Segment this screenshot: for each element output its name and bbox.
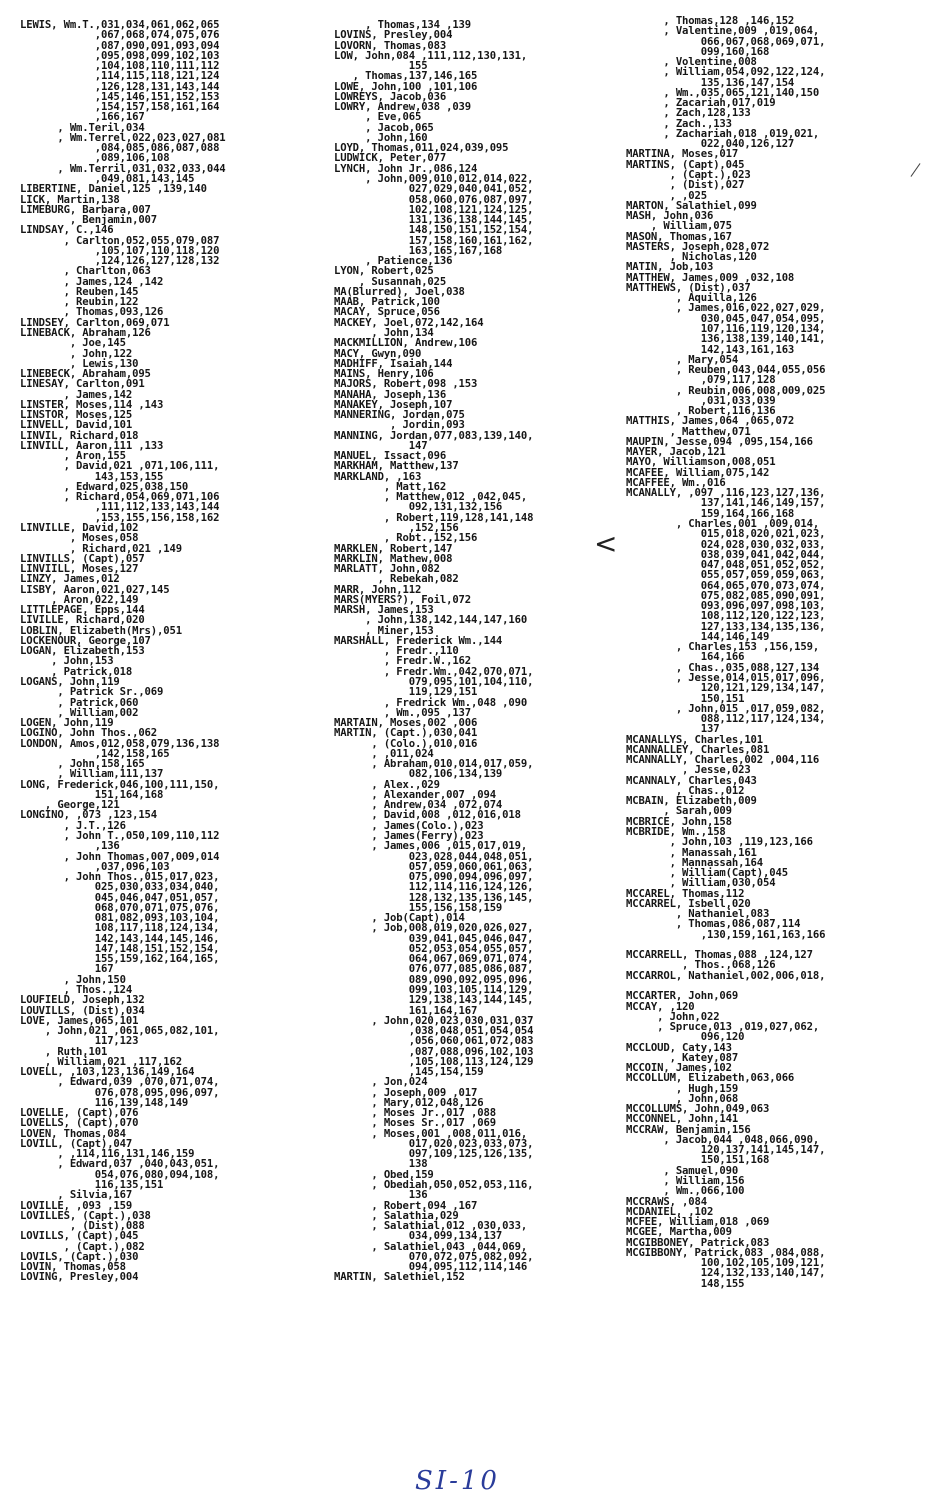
index-column-right: , Thomas,128 ,146,152 , Valentine,009 ,019,064, 066,067,068,069,071, 099,160,168 , Volentine,008 , William,054,092,122,124, 135,136,147,154 , Wm.,035,065,121,140,150 , Zacariah,017,019 , Zach,128,133 , Zach.,133 , Zachariah,018 ,019,021, 022,040,126,127 MARTINA, Moses,017 MARTINS, (Capt),045 , (Capt.),023 , (Dist),027 , ,025 MARTON, Salathiel,099 MASH, John,036 , William,075 MASON, Thomas,167 MASTERS, Joseph,028,072 , Nicholas,120 MATIN, Job,103 MATTHEW, James,009 ,032,108 MATTHEWS, (Dist),037 , Aquilla,126 , James,016,022,027,029, 030,045,047,054,095, 107,116,119,120,134, 136,138,139,140,141, 142,143,161,163 , Mary,054 , Reuben,043,044,055,056 ,079,117,128 , Reubin,006,008,009,025 ,031,033,039 , Robert,116,136 MATTHIS, James,064 ,065,072 , Matthew,071 MAUPIN, Jesse,094 ,095,154,166 MAYER, Jacob,121 MAYO, Williamson,008,051 MCAFEE, William,075,142 MCAFFEE, Wm.,016 MCANALLY, ,097 ,116,123,127,136, 137,141,146,149,157, 159,164,166,168 , Charles,001 ,009,014, 015,018,020,021,023, 024,028,030,032,033, 038,039,041,042,044, 047,048,051,052,052, 055,057,059,059,063, 064,065,070,073,074, 075,082,085,090,091, 093,096,097,098,103, 108,112,120,122,123, 127,133,134,135,136, 144,146,149 , Charles,153 ,156,159, 164,166 , Chas.,035,088,127,134 , Jesse,014,015,017,096, 120,121,129,134,147, 150,151 , John,015 ,017,059,082, 088,112,117,124,134, 137 MCANALLYS, Charles,101 MCANNALLEY, Charles,081 MCANNALLY, Charles,002 ,004,116 , Jesse,023 MCANNALY, Charles,043 , Chas.,012 MCBAIN, Elizabeth,009 , Sarah,009 MCBRICE, John,158 MCBRIDE, Wm.,158 , John,103 ,119,123,166 , Manassah,161 , Mannassah,164 , William(Capt),045 , William,030,054 MCCAREL, Thomas,112 MCCARREL, Isbell,020 , Nathaniel,083 , Thomas,086,087,114 ,130,159,161,163,166 MCCARRELL, Thomas,088 ,124,127 , Thos.,068,126 MCCARROL, Nathaniel,002,006,018, MCCARTER, John,069 MCCAY, ,120 , John,022 , Spruce,013 ,019,027,062, 096,120 MCCLOUD, Caty,143 , Katey,087 MCCOIN, James,102 MCCOLLUM, Elizabeth,063,066 , Hugh,159 , John,068 MCCOLLUMS, John,049,063 MCCONNEL, John,141 MCCRAW, Benjamin,156 , Jacob,044 ,048,066,090, 120,137,141,145,147, 150,151,168 , Samuel,090 , William,156 , Wm.,066,100 MCCRAWS, ,084 MCDANIEL, ,102 MCFEE, William,018 ,069 MCGEE, Martha,009 MCGIBBONEY, Patrick,083 MCGIBBONY, Patrick,083 ,084,088, 100,102,105,109,121, 124,132,133,140,147, 148,155 (626, 15, 826, 1290)
margin-bracket-mark: < (594, 527, 618, 560)
handwritten-page-code: SI-10 (415, 1466, 500, 1496)
index-column-left: LEWIS, Wm.T.,031,034,061,062,065 ,067,068,074,075,076 ,087,090,091,093,094 ,095,098,099,102,103 ,104,108,110,111,112 ,114,115,118,121,124 ,126,128,131,143,144 ,145,146,151,152,153 ,154,157,158,161,164 ,166,167 , Wm.Teril,034 , Wm.Terrel,022,023,027,081 ,084,085,086,087,088 ,089,106,108 , Wm.Terril,031,032,033,044 ,049,081,143,145 LIBERTINE, Daniel,125 ,139,140 LICK, Martin,138 LIMEBURG, Barbara,007 , Benjamin,007 LINDSAY, C.,146 , Carlton,052,055,079,087 ,105,107,110,118,120 ,124,126,127,128,132 , Charlton,063 , James,124 ,142 , Reuben,145 , Reubin,122 , Thomas,093,126 LINDSEY, Carlton,069,071 LINEBACK, Abraham,126 , Joe,145 , John,122 , Lewis,130 LINEBECK, Abraham,095 LINESAY, Carlton,091 , James,142 LINSTER, Moses,114 ,143 LINSTOR, Moses,125 LINVELL, David,101 LINVIL, Richard,018 LINVILL, Aaron,111 ,133 , Aron,155 , David,021 ,071,106,111, 143,153,155 , Edward,025,038,150 , Richard,054,069,071,106 ,111,112,133,143,144 ,153,155,156,158,162 LINVILLE, David,102 , Moses,058 , Richard,021 ,149 LINVILLS, (Capt),057 LINVIILL, Moses,127 LINZY, James,012 LISBY, Aaron,021,027,145 , Aron,022,149 LITTLEPAGE, Epps,144 LIVILLE, Richard,020 LOBLIN, Elizabeth(Mrs),051 LOCKENOUR, George,107 LOGAN, Elizabeth,153 , John,153 , Patrick,018 LOGANS, John,119 , Patrick Sr.,069 , Patrick,060 , William,002 LOGEN, John,119 LOGINO, John Thos.,062 LONDON, Amos,012,058,079,136,138 ,142,158,165 , John,158,165 , William,111,137 LONG, Frederick,046,100,111,150, 151,164,168 , George,121 LONGINO, ,073 ,123,154 , J.T.,126 , John T.,050,109,110,112 ,136 , John Thomas,007,009,014 ,037,096,103 , John Thos.,015,017,023, 025,030,033,034,040, 045,046,047,051,057, 068,070,071,075,076, 081,082,093,103,104, 108,117,118,124,134, 142,143,144,145,146, 147,148,151,152,154, 155,159,162,164,165, 167 , John,150 , Thos.,124 LOUFIELD, Joseph,132 LOUVILLS, (Dist),034 LOVE, James,065,101 , John,021 ,061,065,082,101, 117,123 , Ruth,101 , William,021 ,117,162 LOVELL, ,103,123,136,149,164 , Edward,039 ,070,071,074, 076,078,095,096,097, 116,139,148,149 LOVELLE, (Capt),076 LOVELLS, (Capt),070 LOVEN, Thomas,084 LOVILL, (Capt),047 , ,114,116,131,146,159 , Edward,037 ,040,043,051, 054,076,080,094,108, 116,135,151 , Silvia,167 LOVILLE, ,093 ,159 LOVILLES, (Capt.),038 , (Dist),088 LOVILLS, (Capt),045 , (Capt.),082 LOVILS, (Capt.),030 LOVIN, Thomas,058 LOVING, Presley,004 (20, 19, 226, 1284)
index-column-middle: , Thomas,134 ,139 LOVINS, Presley,004 LOVORN, Thomas,083 LOW, John,084 ,111,112,130,131, 155 , Thomas,137,146,165 LOWE, John,100 ,101,106 LOWREYS, Jacob,036 LOWRY, Andrew,038 ,039 , Eve,065 , Jacob,065 , John,160 LOYD, Thomas,011,024,039,095 LUDWICK, Peter,077 LYNCH, John Jr.,086,124 , John,009,010,012,014,022, 027,029,040,041,052, 058,060,076,087,097, 102,108,121,124,125, 131,136,138,144,145, 148,150,151,152,154, 157,158,160,161,162, 163,165,167,168 , Patience,136 LYON, Robert,025 , Susannah,025 MA(Blurred), Joel,038 MAAB, Patrick,100 MACAY, Spruce,056 MACKEY, Joel,072,142,164 , John,134 MACKMILLION, Andrew,106 MACY, Gwyn,090 MADHIFF, Isaiah,144 MAINS, Henry,106 MAJORS, Robert,098 ,153 MANAHA, Joseph,136 MANAKEY, Joseph,107 MANNERING, Jordan,075 , Jordin,093 MANNING, Jordan,077,083,139,140, 147 MANUEL, Issact,096 MARKHAM, Matthew,137 MARKLAND, ,163 , Matt,162 , Matthew,012 ,042,045, 092,131,132,156 , Robert,119,128,141,148 ,152,156 , Robt.,152,156 MARKLEN, Robert,147 MARKLIN, Mathew,008 MARLATT, John,082 , Rebekah,082 MARR, John,112 MARS(MYERS?), Foil,072 MARSH, James,153 , John,138,142,144,147,160 , Miner,153 MARSHALL, Frederick Wm.,144 , Fredr.,110 , Fredr.W.,162 , Fredr.Wm.,042,070,071, 079,095,101,104,110, 119,129,151 , Fredrick Wm.,048 ,090 , Wm.,095 ,137 MARTAIN, Moses,002 ,006 MARTIN, (Capt.),030,041 , (Colo.),010,016 , ,011,024 , Abraham,010,014,017,059, 082,106,134,139 , Alex.,029 , Alexander,007 ,094 , Andrew,034 ,072,074 , David,008 ,012,016,018 , James(Colo.),023 , James(Ferry),023 , James,006 ,015,017,019, 023,028,044,048,051, 057,059,060,061,063, 075,090,094,096,097, 112,114,116,124,126, 128,132,135,136,145, 155,156,158,159 , Job(Capt),014 , Job,008,019,020,026,027, 039,041,045,046,047, 052,053,054,055,057, 064,067,069,071,074, 076,077,085,086,087, 089,090,092,095,096, 099,103,105,114,129, 129,138,143,144,145, 161,164,167 , John,020,023,030,031,037 ,038,048,051,054,054 ,056,060,061,072,083 ,087,088,096,102,103 ,105,108,113,124,129 ,145,154,159 , Jon,024 , Joseph,009 ,017 , Mary,012,048,126 , Moses Jr.,017 ,088 , Moses Sr.,017 ,069 , Moses,001 ,008,011,016, 017,020,023,033,073, 097,109,125,126,135, 138 , Obed,159 , Obediah,050,052,053,116, 136 , Robert,094 ,167 , Salathia,029 , Salathial,012 ,030,033, 034,099,134,137 , Salathiel,043 ,044,069, 070,072,075,082,092, 094,095,112,114,146 MARTIN, Salethiel,152 (334, 19, 534, 1284)
